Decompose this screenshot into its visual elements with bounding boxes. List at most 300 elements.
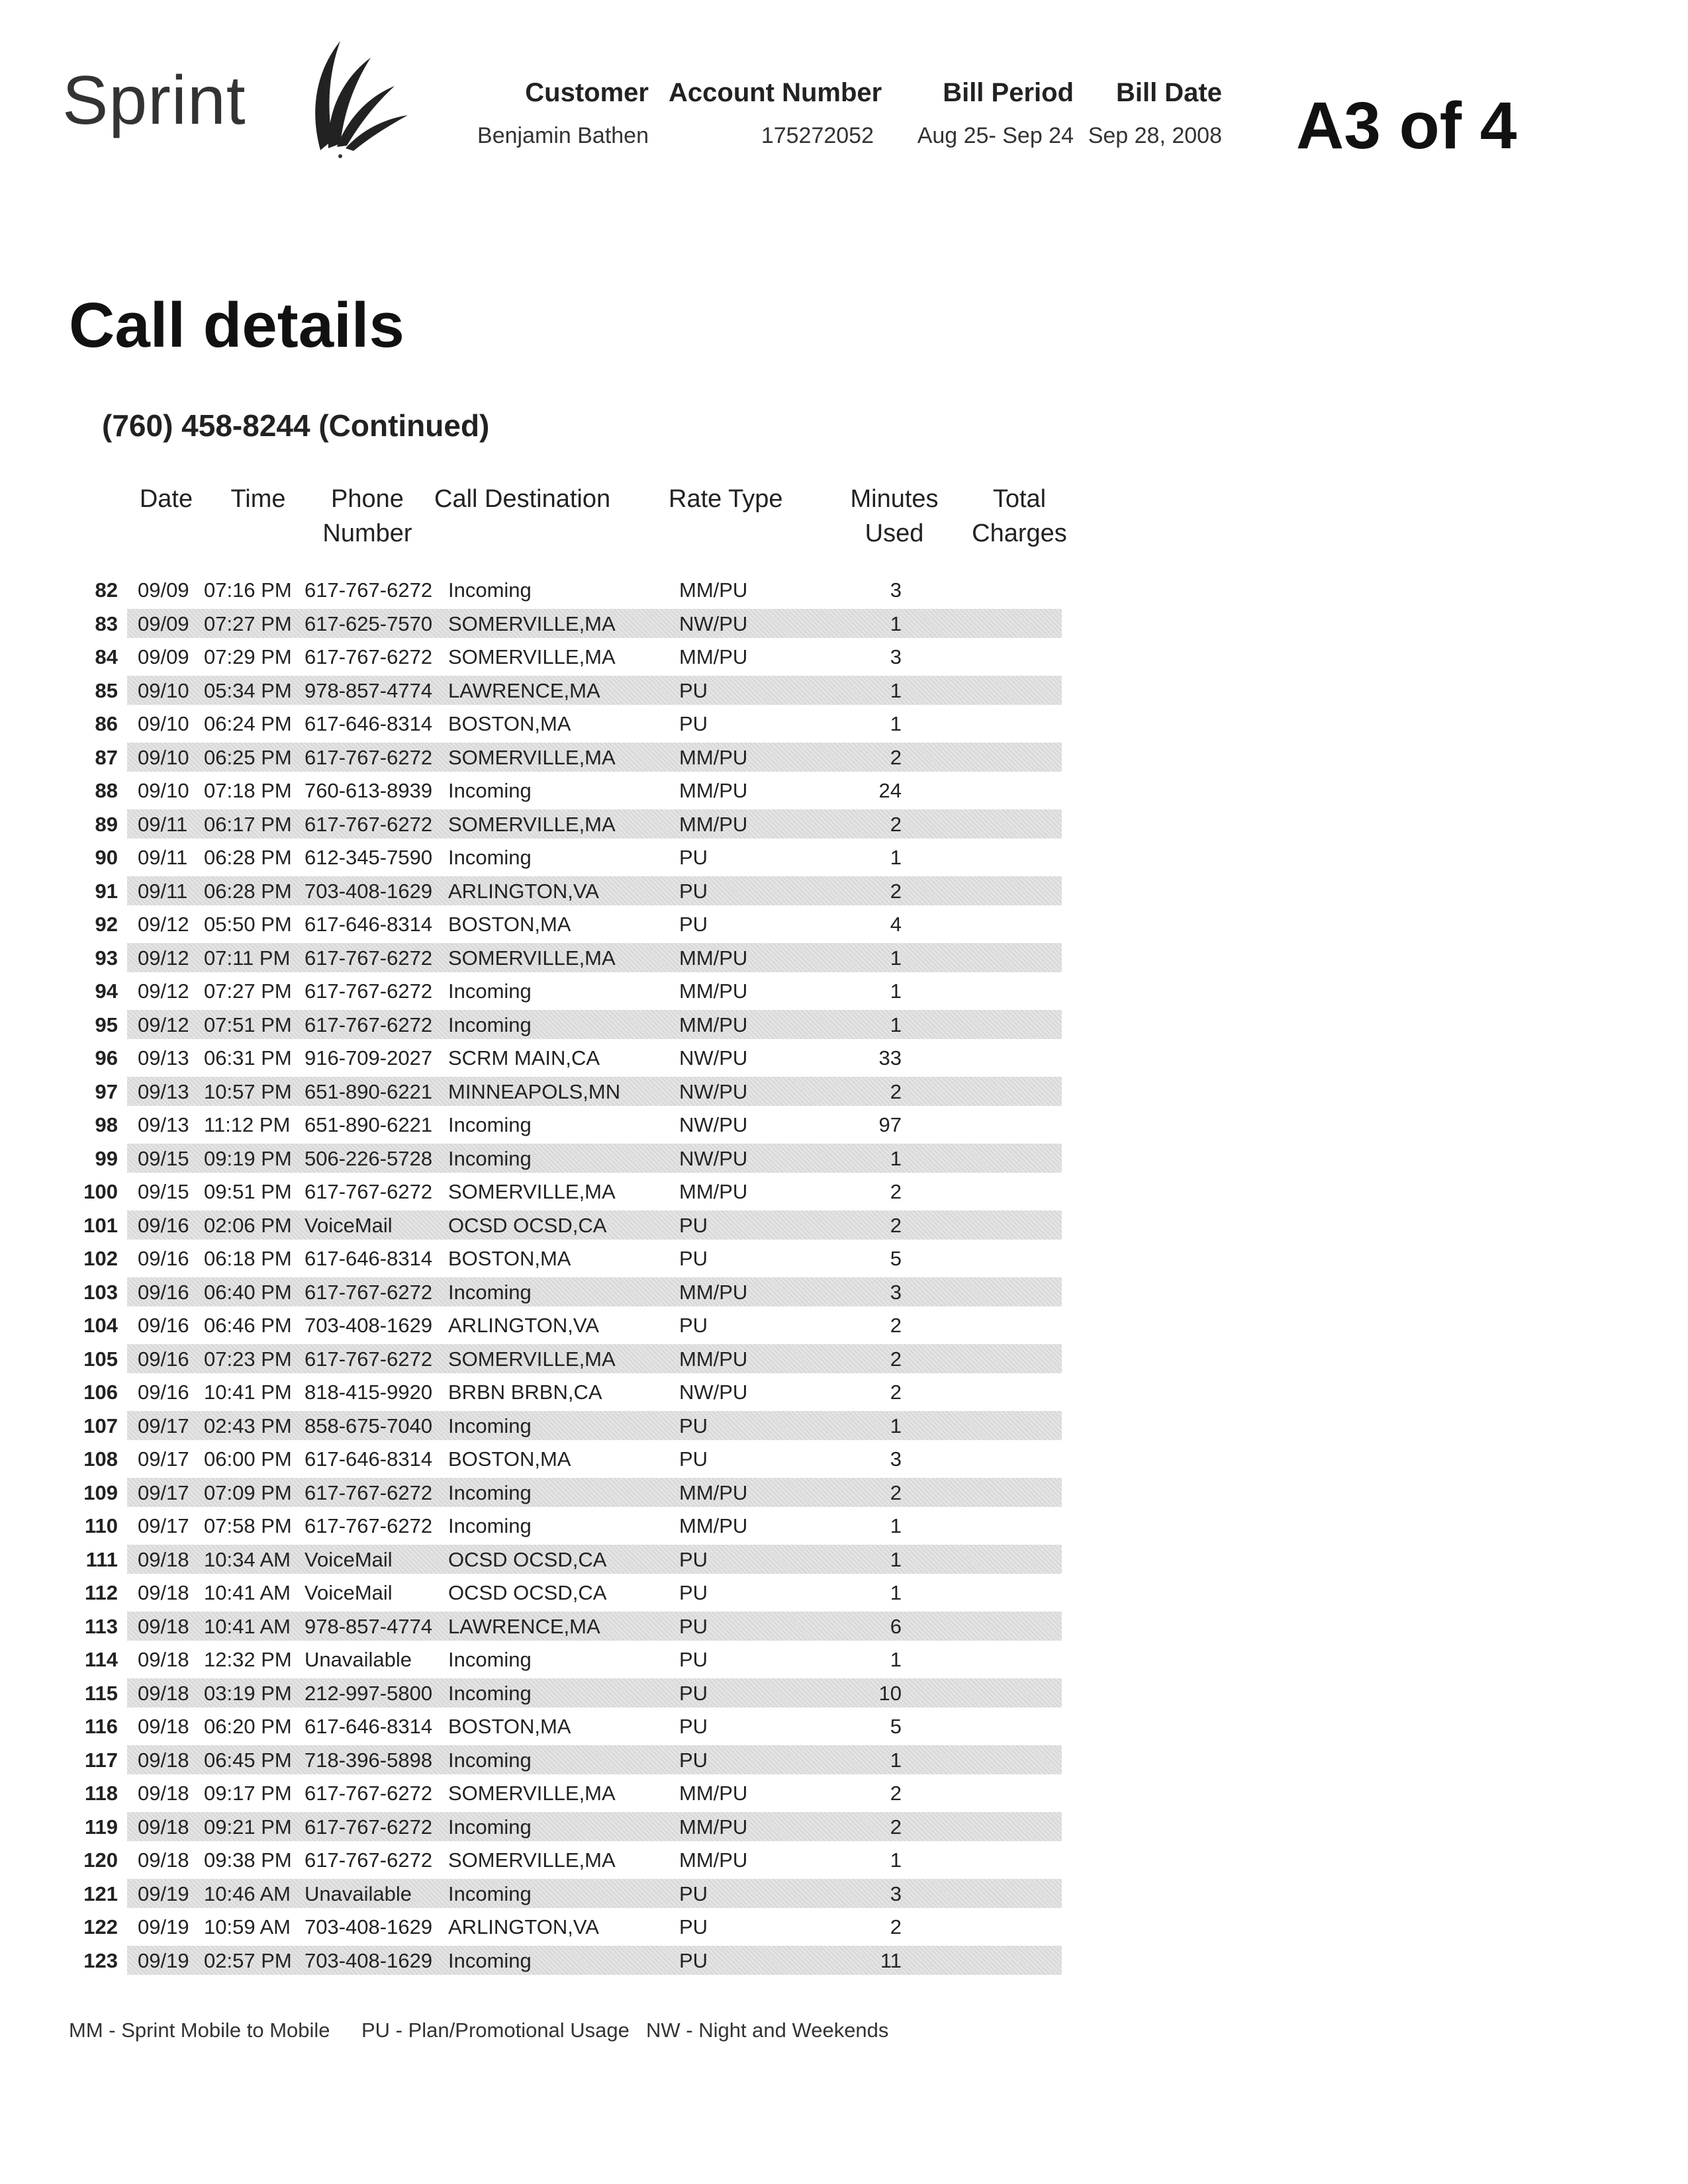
row-number: 82 [95, 578, 118, 602]
table-row [0, 941, 1072, 975]
row-date: 09/09 [138, 645, 189, 668]
row-rate-type: PU [679, 1648, 708, 1671]
row-date: 09/16 [138, 1280, 189, 1304]
row-time: 05:50 PM [204, 913, 292, 936]
table-row [0, 1743, 1072, 1777]
row-phone-number: 617-767-6272 [305, 745, 433, 769]
row-call-destination: Incoming [448, 1648, 532, 1671]
row-date: 09/15 [138, 1146, 189, 1170]
row-minutes-used: 10 [878, 1681, 902, 1705]
row-minutes-used: 2 [890, 1347, 902, 1371]
row-rate-type: MM/PU [679, 1280, 748, 1304]
row-number: 123 [83, 1948, 118, 1972]
row-call-destination: OCSD OCSD,CA [448, 1547, 607, 1571]
row-minutes-used: 1 [890, 1146, 902, 1170]
row-number: 109 [83, 1480, 118, 1504]
row-time: 07:58 PM [204, 1514, 292, 1537]
row-date: 09/11 [138, 812, 188, 836]
column-header-total-line2: Charges [972, 520, 1067, 547]
row-rate-type: MM/PU [679, 645, 748, 668]
row-number: 107 [83, 1414, 118, 1437]
row-rate-type: PU [679, 1447, 708, 1471]
row-call-destination: SOMERVILLE,MA [448, 1782, 616, 1805]
row-phone-number: 617-646-8314 [305, 712, 433, 735]
row-phone-number: 617-767-6272 [305, 1347, 433, 1371]
row-call-destination: Incoming [448, 979, 532, 1003]
row-time: 09:38 PM [204, 1848, 292, 1872]
table-row [0, 607, 1072, 641]
column-header-total-line1: Total [992, 485, 1047, 513]
row-phone-number: Unavailable [305, 1882, 412, 1905]
row-number: 106 [83, 1381, 118, 1404]
row-rate-type: NW/PU [679, 1113, 748, 1136]
column-header-rate-label: Rate Type [669, 485, 783, 513]
row-number: 92 [95, 913, 118, 936]
row-call-destination: Incoming [448, 1113, 532, 1136]
row-minutes-used: 3 [890, 1882, 902, 1905]
row-call-destination: Incoming [448, 1882, 532, 1905]
page-number: A3 of 4 [1296, 89, 1517, 163]
row-date: 09/12 [138, 979, 189, 1003]
row-time: 10:46 AM [204, 1882, 291, 1905]
row-call-destination: Incoming [448, 1146, 532, 1170]
row-call-destination: ARLINGTON,VA [448, 879, 599, 903]
row-rate-type: NW/PU [679, 1046, 748, 1069]
row-call-destination: Incoming [448, 578, 532, 602]
page-title: Call details [69, 290, 404, 361]
row-call-destination: BOSTON,MA [448, 913, 571, 936]
table-row [0, 1375, 1072, 1409]
row-phone-number: 651-890-6221 [305, 1079, 433, 1103]
row-rate-type: MM/PU [679, 1782, 748, 1805]
table-row [0, 1075, 1072, 1109]
table-row [0, 1275, 1072, 1309]
row-number: 119 [84, 1815, 118, 1839]
row-call-destination: SOMERVILLE,MA [448, 745, 616, 769]
row-minutes-used: 1 [890, 946, 902, 970]
row-date: 09/16 [138, 1247, 189, 1270]
column-header-minutes-line1: Minutes [850, 485, 939, 513]
row-phone-number: 506-226-5728 [305, 1146, 433, 1170]
row-call-destination: Incoming [448, 1480, 532, 1504]
row-time: 06:17 PM [204, 812, 292, 836]
row-minutes-used: 1 [890, 1848, 902, 1872]
row-rate-type: PU [679, 1882, 708, 1905]
table-row [0, 1342, 1072, 1376]
bill-period-label: Bill Period [943, 78, 1074, 107]
row-phone-number: Unavailable [305, 1648, 412, 1671]
row-time: 06:00 PM [204, 1447, 292, 1471]
bill-period-value: Aug 25- Sep 24 [917, 123, 1074, 148]
row-call-destination: SOMERVILLE,MA [448, 946, 616, 970]
row-rate-type: NW/PU [679, 1381, 748, 1404]
row-rate-type: NW/PU [679, 1079, 748, 1103]
row-time: 02:06 PM [204, 1213, 292, 1237]
row-date: 09/16 [138, 1213, 189, 1237]
table-row [0, 907, 1072, 941]
row-phone-number: 978-857-4774 [305, 1614, 433, 1638]
row-number: 91 [95, 879, 118, 903]
table-row [0, 1543, 1072, 1576]
account-field [669, 78, 882, 148]
row-number: 89 [95, 812, 118, 836]
table-row [0, 1877, 1072, 1911]
row-rate-type: MM/PU [679, 1514, 748, 1537]
row-rate-type: MM/PU [679, 1347, 748, 1371]
row-date: 09/12 [138, 913, 189, 936]
row-call-destination: BOSTON,MA [448, 1715, 571, 1738]
row-date: 09/18 [138, 1748, 189, 1772]
bill-date-label: Bill Date [1115, 78, 1222, 107]
row-date: 09/18 [138, 1782, 189, 1805]
customer-label: Customer [525, 78, 649, 107]
row-phone-number: 617-767-6272 [305, 946, 433, 970]
row-time: 05:34 PM [204, 678, 292, 702]
row-number: 97 [95, 1079, 118, 1103]
row-time: 06:18 PM [204, 1247, 292, 1270]
row-phone-number: 703-408-1629 [305, 879, 433, 903]
table-row [0, 1643, 1072, 1676]
row-number: 99 [95, 1146, 118, 1170]
row-number: 84 [95, 645, 118, 668]
row-rate-type: MM/PU [679, 1815, 748, 1839]
row-phone-number: 703-408-1629 [305, 1948, 433, 1972]
row-rate-type: MM/PU [679, 979, 748, 1003]
row-phone-number: 617-767-6272 [305, 1848, 433, 1872]
row-date: 09/09 [138, 612, 189, 635]
row-rate-type: PU [679, 1915, 708, 1938]
row-minutes-used: 2 [890, 1314, 902, 1337]
row-minutes-used: 1 [890, 678, 902, 702]
row-rate-type: MM/PU [679, 578, 748, 602]
table-row [0, 707, 1072, 741]
column-header-time-label: Time [230, 485, 286, 513]
row-date: 09/09 [138, 578, 189, 602]
row-number: 115 [84, 1681, 118, 1705]
row-date: 09/13 [138, 1046, 189, 1069]
row-date: 09/18 [138, 1815, 189, 1839]
row-minutes-used: 2 [890, 1180, 902, 1203]
row-time: 07:16 PM [204, 578, 292, 602]
table-row [0, 573, 1072, 607]
row-time: 09:17 PM [204, 1782, 292, 1805]
row-date: 09/12 [138, 1013, 189, 1036]
row-rate-type: MM/PU [679, 1848, 748, 1872]
row-phone-number: 617-646-8314 [305, 1447, 433, 1471]
row-phone-number: 818-415-9920 [305, 1381, 433, 1404]
row-call-destination: Incoming [448, 1681, 532, 1705]
row-number: 98 [95, 1113, 118, 1136]
row-number: 122 [83, 1915, 118, 1938]
row-number: 104 [83, 1314, 118, 1337]
row-phone-number: 617-767-6272 [305, 645, 433, 668]
bill-date-field [1086, 79, 1222, 147]
row-number: 108 [83, 1447, 118, 1471]
row-number: 85 [95, 678, 118, 702]
row-minutes-used: 1 [890, 846, 902, 869]
row-date: 09/11 [138, 879, 188, 903]
row-call-destination: LAWRENCE,MA [448, 1614, 600, 1638]
row-rate-type: PU [679, 1314, 708, 1337]
row-call-destination: BOSTON,MA [448, 1447, 571, 1471]
row-time: 06:24 PM [204, 712, 292, 735]
row-number: 121 [83, 1882, 118, 1905]
row-minutes-used: 3 [890, 578, 902, 602]
row-date: 09/10 [138, 779, 189, 802]
row-date: 09/15 [138, 1180, 189, 1203]
bill-period-field [900, 79, 1074, 147]
row-phone-number: 212-997-5800 [305, 1681, 433, 1705]
row-date: 09/11 [138, 846, 188, 869]
row-rate-type: MM/PU [679, 946, 748, 970]
row-number: 120 [83, 1848, 118, 1872]
row-rate-type: MM/PU [679, 812, 748, 836]
table-row [0, 1610, 1072, 1643]
row-time: 09:19 PM [204, 1146, 292, 1170]
column-header-destination-label: Call Destination [434, 485, 611, 513]
row-phone-number: 617-767-6272 [305, 1815, 433, 1839]
row-date: 09/19 [138, 1882, 189, 1905]
row-number: 110 [84, 1514, 118, 1537]
row-number: 93 [95, 946, 118, 970]
row-date: 09/18 [138, 1681, 189, 1705]
row-minutes-used: 2 [890, 745, 902, 769]
row-call-destination: MINNEAPOLS,MN [448, 1079, 621, 1103]
row-call-destination: ARLINGTON,VA [448, 1915, 599, 1938]
row-minutes-used: 2 [890, 1815, 902, 1839]
table-row [0, 774, 1072, 807]
row-rate-type: MM/PU [679, 1180, 748, 1203]
table-row [0, 1208, 1072, 1242]
row-call-destination: Incoming [448, 1280, 532, 1304]
sprint-logo [62, 34, 353, 160]
customer-value: Benjamin Bathen [477, 123, 649, 148]
column-header-phone-line2: Number [322, 520, 412, 547]
row-call-destination: SOMERVILLE,MA [448, 812, 616, 836]
table-row [0, 640, 1072, 674]
row-phone-number: 703-408-1629 [305, 1915, 433, 1938]
row-call-destination: ARLINGTON,VA [448, 1314, 599, 1337]
row-minutes-used: 33 [878, 1046, 902, 1069]
row-date: 09/13 [138, 1113, 189, 1136]
table-row [0, 741, 1072, 774]
column-header-date [130, 482, 203, 516]
column-header-phone [311, 482, 424, 551]
row-phone-number: 617-767-6272 [305, 1280, 433, 1304]
table-row [0, 874, 1072, 908]
row-time: 06:28 PM [204, 846, 292, 869]
row-number: 112 [84, 1581, 118, 1604]
legend-pu: PU - Plan/Promotional Usage [361, 2019, 630, 2042]
row-number: 87 [95, 745, 118, 769]
column-header-destination [434, 482, 613, 516]
row-time: 07:51 PM [204, 1013, 292, 1036]
row-time: 03:19 PM [204, 1681, 292, 1705]
row-time: 02:57 PM [204, 1948, 292, 1972]
row-phone-number: 617-767-6272 [305, 578, 433, 602]
row-time: 10:41 AM [204, 1614, 291, 1638]
row-rate-type: MM/PU [679, 779, 748, 802]
row-rate-type: PU [679, 678, 708, 702]
row-date: 09/18 [138, 1715, 189, 1738]
row-minutes-used: 5 [890, 1247, 902, 1270]
row-number: 116 [84, 1715, 118, 1738]
row-date: 09/13 [138, 1079, 189, 1103]
row-phone-number: 703-408-1629 [305, 1314, 433, 1337]
row-time: 10:41 AM [204, 1581, 291, 1604]
row-phone-number: 617-646-8314 [305, 1247, 433, 1270]
row-rate-type: PU [679, 1547, 708, 1571]
column-header-total [966, 482, 1072, 551]
row-time: 07:27 PM [204, 612, 292, 635]
row-time: 06:25 PM [204, 745, 292, 769]
table-row [0, 1910, 1072, 1944]
row-phone-number: 718-396-5898 [305, 1748, 433, 1772]
sprint-wing-icon [241, 34, 413, 160]
row-rate-type: PU [679, 1614, 708, 1638]
row-date: 09/18 [138, 1547, 189, 1571]
row-phone-number: VoiceMail [305, 1581, 393, 1604]
row-number: 103 [83, 1280, 118, 1304]
row-date: 09/10 [138, 745, 189, 769]
row-rate-type: PU [679, 879, 708, 903]
row-phone-number: VoiceMail [305, 1547, 393, 1571]
row-date: 09/16 [138, 1381, 189, 1404]
row-rate-type: MM/PU [679, 1480, 748, 1504]
row-call-destination: SOMERVILLE,MA [448, 1347, 616, 1371]
row-time: 07:27 PM [204, 979, 292, 1003]
row-phone-number: 617-646-8314 [305, 1715, 433, 1738]
table-row [0, 1409, 1072, 1443]
column-header-phone-line1: Phone [331, 485, 404, 513]
row-minutes-used: 2 [890, 1480, 902, 1504]
row-minutes-used: 1 [890, 712, 902, 735]
row-rate-type: PU [679, 1948, 708, 1972]
table-row [0, 1576, 1072, 1610]
section-subtitle: (760) 458-8244 (Continued) [102, 408, 490, 443]
table-row [0, 1442, 1072, 1476]
row-call-destination: SOMERVILLE,MA [448, 645, 616, 668]
row-minutes-used: 1 [890, 1514, 902, 1537]
table-row [0, 1944, 1072, 1978]
row-call-destination: Incoming [448, 1815, 532, 1839]
row-date: 09/18 [138, 1614, 189, 1638]
customer-field [477, 79, 649, 147]
column-header-date-label: Date [139, 485, 193, 513]
row-phone-number: 617-767-6272 [305, 1480, 433, 1504]
row-time: 07:23 PM [204, 1347, 292, 1371]
row-rate-type: PU [679, 1715, 708, 1738]
row-date: 09/19 [138, 1948, 189, 1972]
row-rate-type: PU [679, 1748, 708, 1772]
row-rate-type: NW/PU [679, 1146, 748, 1170]
row-call-destination: Incoming [448, 779, 532, 802]
row-minutes-used: 3 [890, 1280, 902, 1304]
row-date: 09/18 [138, 1848, 189, 1872]
row-call-destination: BRBN BRBN,CA [448, 1381, 602, 1404]
row-minutes-used: 1 [890, 612, 902, 635]
row-date: 09/12 [138, 946, 189, 970]
row-time: 06:28 PM [204, 879, 292, 903]
row-call-destination: Incoming [448, 1514, 532, 1537]
row-minutes-used: 2 [890, 879, 902, 903]
row-time: 09:21 PM [204, 1815, 292, 1839]
row-time: 10:59 AM [204, 1915, 291, 1938]
table-row [0, 1142, 1072, 1175]
row-minutes-used: 2 [890, 812, 902, 836]
bill-date-value: Sep 28, 2008 [1088, 123, 1222, 148]
table-row [0, 1676, 1072, 1710]
row-call-destination: OCSD OCSD,CA [448, 1581, 607, 1604]
row-call-destination: Incoming [448, 1948, 532, 1972]
row-time: 02:43 PM [204, 1414, 292, 1437]
row-number: 90 [95, 846, 118, 869]
row-minutes-used: 24 [878, 779, 902, 802]
row-time: 06:31 PM [204, 1046, 292, 1069]
row-date: 09/19 [138, 1915, 189, 1938]
column-header-minutes-line2: Used [865, 520, 924, 547]
row-date: 09/17 [138, 1414, 189, 1437]
row-number: 100 [83, 1180, 118, 1203]
table-row [0, 1776, 1072, 1810]
row-minutes-used: 2 [890, 1079, 902, 1103]
row-phone-number: 617-767-6272 [305, 1514, 433, 1537]
row-rate-type: PU [679, 1213, 708, 1237]
table-row [0, 1041, 1072, 1075]
row-time: 11:12 PM [204, 1113, 291, 1136]
row-rate-type: MM/PU [679, 1013, 748, 1036]
row-number: 113 [84, 1614, 118, 1638]
column-header-rate [669, 482, 801, 516]
row-time: 06:45 PM [204, 1748, 292, 1772]
row-phone-number: 612-345-7590 [305, 846, 433, 869]
row-call-destination: Incoming [448, 846, 532, 869]
row-phone-number: 617-646-8314 [305, 913, 433, 936]
row-phone-number: VoiceMail [305, 1213, 393, 1237]
account-value: 175272052 [761, 123, 874, 148]
call-details-table [0, 573, 1072, 1977]
row-phone-number: 617-767-6272 [305, 812, 433, 836]
row-number: 83 [95, 612, 118, 635]
row-time: 06:20 PM [204, 1715, 292, 1738]
row-time: 10:41 PM [204, 1381, 292, 1404]
row-date: 09/16 [138, 1314, 189, 1337]
row-number: 88 [95, 779, 118, 802]
row-minutes-used: 2 [890, 1381, 902, 1404]
row-number: 96 [95, 1046, 118, 1069]
row-number: 101 [83, 1213, 118, 1237]
table-row [0, 1175, 1072, 1208]
row-minutes-used: 6 [890, 1614, 902, 1638]
row-rate-type: PU [679, 712, 708, 735]
row-number: 95 [95, 1013, 118, 1036]
row-call-destination: BOSTON,MA [448, 712, 571, 735]
row-minutes-used: 3 [890, 1447, 902, 1471]
row-call-destination: Incoming [448, 1013, 532, 1036]
row-time: 10:34 AM [204, 1547, 291, 1571]
row-call-destination: Incoming [448, 1414, 532, 1437]
row-time: 07:29 PM [204, 645, 292, 668]
row-date: 09/17 [138, 1514, 189, 1537]
row-number: 117 [84, 1748, 118, 1772]
row-call-destination: LAWRENCE,MA [448, 678, 600, 702]
row-number: 94 [95, 979, 118, 1003]
row-minutes-used: 5 [890, 1715, 902, 1738]
row-phone-number: 651-890-6221 [305, 1113, 433, 1136]
row-phone-number: 760-613-8939 [305, 779, 433, 802]
row-date: 09/10 [138, 712, 189, 735]
row-call-destination: SOMERVILLE,MA [448, 612, 616, 635]
